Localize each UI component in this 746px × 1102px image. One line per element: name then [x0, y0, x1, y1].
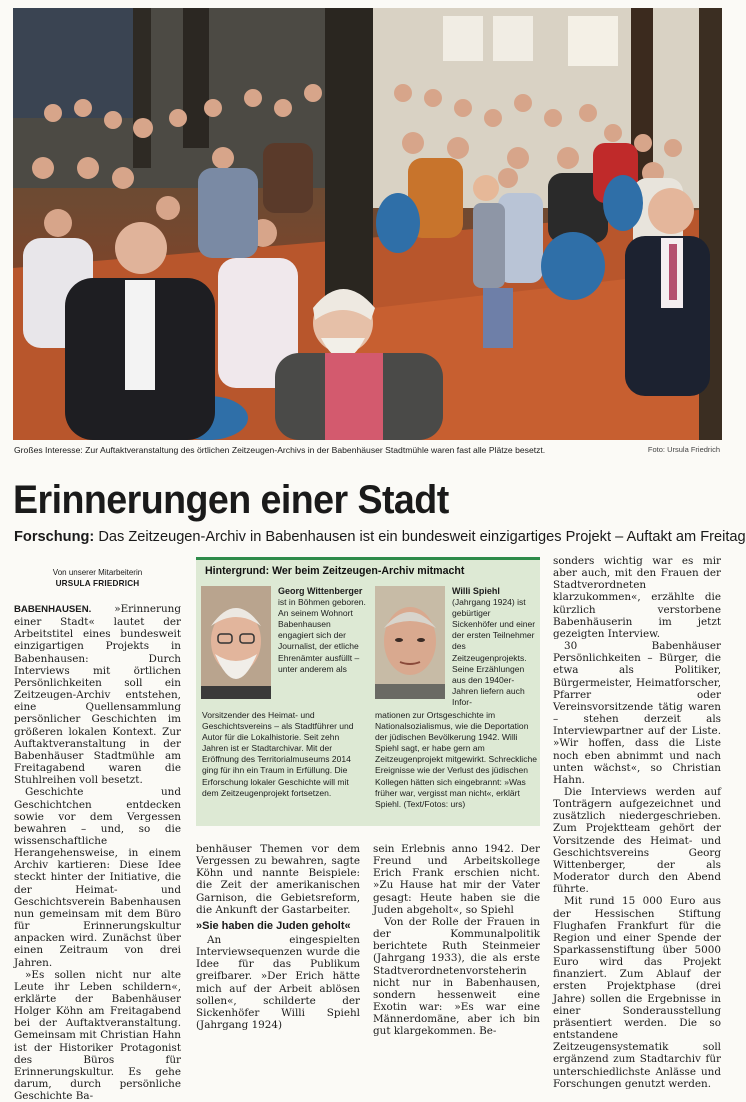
article-column-2 [196, 843, 360, 1031]
box-title: Hintergrund: Wer beim Zeitzeugen-Archiv mitmacht [205, 565, 465, 577]
person-name: Georg Wittenberger [278, 586, 363, 596]
paragraph: sonders wichtig war es mir aber auch, mit den Frauen der Stadtverordneten klarzukommen«, erzählte die kürzlich verstorbene Babenhäuserin im jetzt gezeigten Interview. [553, 555, 721, 640]
box-text: ist in Böhmen geboren. An seinem Wohnort Babenhausen engagiert sich der Journalist, der etliche Ehrenämter ausfüllt – unter anderem als [278, 597, 366, 674]
byline-author: URSULA FRIEDRICH [55, 579, 140, 588]
caption-text: Großes Interesse: Zur Auftaktveranstaltung des örtlichen Zeitzeugen-Archivs in der Babenhäuser Stadtmühle waren fast alle Plätze besetzt. [14, 445, 546, 455]
paragraph [14, 603, 181, 786]
article-column-1 [14, 603, 181, 1102]
event-photo [13, 8, 722, 440]
box-right-bottom: mationen zur Ortsgeschichte im Nationalsozialismus, wie die Deportation der jüdischen Bevölkerung 1942. Willi Spiehl sagt, er habe gern am Zeitzeugenprojekt mitgewirkt. Schreckliche Ereignisse wie der Verlust des jüdischen Kollegen hätten sich eingebrannt: »Was früher war, vergisst man nicht«, erklärt Spiehl. (Text/Fotos: urs) [375, 710, 537, 809]
subline-text: Das Zeitzeugen-Archiv in Babenhausen ist ein bundesweit einzigartiges Projekt – Auftakt am Freitag [98, 529, 746, 545]
box-text: (Jahrgang 1924) ist gebürtiger Sickenhöfer und einer der ersten Teilnehmer des Zeitzeugenprojekts. Seine Erzählungen aus den 1940er-Jahren liefern auch Infor- [452, 597, 536, 707]
person-name: Willi Spiehl [452, 586, 500, 596]
portrait-willi-spiehl [375, 586, 445, 699]
paragraph: »Es sollen nicht nur alte Leute ihr Leben schildern«, erklärte der Babenhäuser Holger Köhn am Freitagabend bei der Auftaktveranstaltung. Gemeinsam mit Christian Hahn ist der Historiker Protagonist des Büros für Erinnerungskultur. Es gehe darum, durch persönliche Geschichte Ba- [14, 968, 181, 1102]
headline: Erinnerungen einer Stadt [13, 478, 449, 522]
article-column-4 [553, 555, 721, 1090]
article-column-3 [373, 843, 540, 1038]
subline-rubric: Forschung: [14, 529, 95, 545]
box-right-top [452, 586, 536, 708]
paragraph-text: »Erinnerung einer Stadt« lautet der Arbeitstitel eines bundesweit einzigartigen Projekts in Babenhausen: Durch Interviews mit örtlichen Persönlichkeiten soll ein Zeitzeugen-Archiv entstehen, eine Quellensammlung persönlicher Geschichten im größeren lokalen Kontext. Zur Auftaktveranstaltung in der Babenhäuser Stadtmühle am Freitagabend waren die Stuhlreihen voll besetzt. [14, 603, 181, 787]
background-info-box [196, 557, 540, 826]
photo-credit: Foto: Ursula Friedrich [647, 445, 720, 454]
paragraph: Mit rund 15 000 Euro aus der Hessischen Stiftung Flughafen Frankfurt für die Region und einer Spende der Sparkassenstiftung über 5000 Euro wird das Projekt finanziert. Zum Ablauf der ersten Projektphase (drei Jahre) sollen die Ergebnisse in einer Sonderausstellung präsentiert werden. Die so entstandene Zeitzeugensystematik soll ergänzend zum Stadtarchiv für unterschiedlichste Anlässe und Forschungen genutzt werden. [553, 895, 721, 1090]
paragraph: benhäuser Themen vor dem Vergessen zu bewahren, sagte Köhn und nannte Beispiele: die Zeit der amerikanischen Garnison, die Gebietsreform, die Ankunft der Gastarbeiter. [196, 843, 360, 916]
portrait-georg-wittenberger [201, 586, 271, 699]
subheadline [14, 528, 746, 546]
byline [14, 567, 181, 589]
box-left-bottom: Vorsitzender des Heimat- und Geschichtsvereins – als Stadtführer und Autor für die Lokalhistorie. Seit zehn Jahren ist er Stadtarchivar. Mit der Eröffnung des Territorialmuseums 2014 ging für ihn ein Traum in Erfüllung. Die Erforschung lokaler Geschichte will mit dem Zeitzeugenprojekt fortsetzen. [202, 710, 354, 798]
audience-illustration [13, 8, 722, 440]
dateline: BABENHAUSEN. [14, 604, 92, 615]
paragraph: Von der Rolle der Frauen in der Kommunalpolitik berichtete Ruth Steinmeier (Jahrgang 1933), die als erste Stadtverordnetenvorsteherin nicht nur in Babenhausen, sondern hessenweit eine Exotin war: »Es war eine Männerdomäne, aber ich bin gut klargekommen. Be- [373, 915, 540, 1038]
section-heading: »Sie haben die Juden geholt« [196, 919, 351, 932]
paragraph: Geschichte und Geschichtchen entdecken sowie vor dem Vergessen bewahren – und, so die wissenschaftliche Herangehensweise, in einem Archiv kartieren: Diese Idee steckt hinter der Initiative, die der Heimat- und Geschichtsverein Babenhausen nun gemeinsam mit dem Büro für Erinnerungskultur anpacken wird. Zunächst über einen Zeitraum von drei Jahren. [14, 786, 181, 969]
photo-caption [14, 443, 720, 457]
paragraph: 30 Babenhäuser Persönlichkeiten – Bürger, die etwa als Politiker, Bürgermeister, Heimatforscher, Pfarrer oder Vereinsvorsitzende tätig waren – stehen derzeit als Interviewpartner auf der Liste. »Wir hoffen, dass die Liste noch eben abnimmt und nach unten wächst«, so Christian Hahn. [553, 640, 721, 786]
paragraph: Die Interviews werden auf Tonträgern aufgezeichnet und zusätzlich niedergeschrieben. Zum Projektteam gehört der Vorsitzende des Heimat- und Geschichtsvereins Georg Wittenberger, der als Moderator durch den Abend führte. [553, 785, 721, 896]
paragraph: An eingespielten Interviewsequenzen wurde die Idee für das Publikum greifbarer. »Der Erich hätte mich auf der Arbeit ablösen sollen«, schilderte der Sickenhöfer Willi Spiehl (Jahrgang 1924) [196, 933, 360, 1032]
byline-intro: Von unserer Mitarbeiterin [52, 568, 143, 577]
box-left-top [278, 586, 366, 675]
paragraph: sein Erlebnis anno 1942. Der Freund und Arbeitskollege Erich Frank erschien nicht. »Zu Hause hat mir der Vater gesagt: Heute haben sie die Juden abgeholt«, so Spiehl [373, 843, 540, 916]
